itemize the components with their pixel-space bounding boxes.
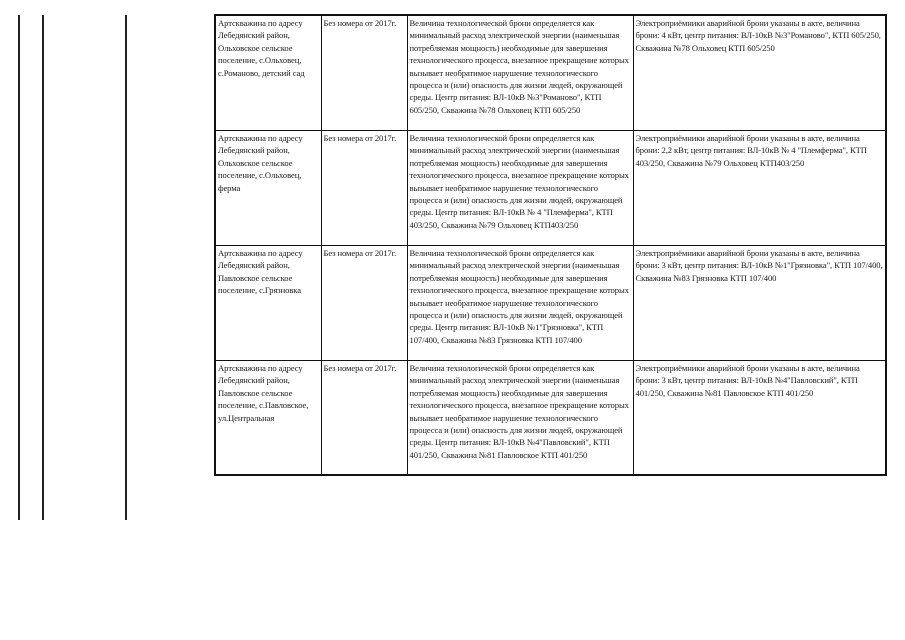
object-address-cell: Артскважина по адресу Лебедянский район, Павловское сельское поселение, с.Павловское, ул.Центральная: [215, 361, 321, 476]
table-row: [215, 15, 886, 131]
description-cell: Величина технологической брони определяется как минимальный расход электрической энергии (наименьшая потребляемая мощность) необходимые для завершения технологического процесса, внезапное прекращение которых вызывает необратимое нарушение технологического процесса и (или) опасность для жизни людей, окружающей среды. Центр питания: ВЛ-10кВ № 4 "Племферма", КТП 403/250, Скважина №79 Ольховец КТП403/250: [407, 131, 633, 246]
reserve-note-cell: Электроприёмники аварийной брони указаны в акте, величина брони: 3 кВт, центр питания: ВЛ-10кВ №1"Грязновка", КТП 107/400, Скважина №83 Грязновка КТП 107/400: [633, 246, 886, 361]
left-column-border-2: [42, 15, 44, 520]
reserve-table: [214, 14, 887, 476]
reserve-note-cell: Электроприёмники аварийной брони указаны в акте, величина брони: 3 кВт, центр питания: ВЛ-10кВ №4"Павловский", КТП 401/250, Скважина №81 Павловское КТП 401/250: [633, 361, 886, 476]
act-number-cell: Без номера от 2017г.: [321, 246, 407, 361]
description-cell: Величина технологической брони определяется как минимальный расход электрической энергии (наименьшая потребляемая мощность) необходимые для завершения технологического процесса, внезапное прекращение которых вызывает необратимое нарушение технологического процесса и (или) опасность для жизни людей, окружающей среды. Центр питания: ВЛ-10кВ №3"Романово", КТП 605/250, Скважина №78 Ольховец КТП 605/250: [407, 15, 633, 131]
table-row: [215, 246, 886, 361]
reserve-note-cell: Электроприёмники аварийной брони указаны в акте, величина брони: 4 кВт, центр питания: ВЛ-10кВ №3"Романово", КТП 605/250, Скважина №78 Ольховец КТП 605/250: [633, 15, 886, 131]
description-cell: Величина технологической брони определяется как минимальный расход электрической энергии (наименьшая потребляемая мощность) необходимые для завершения технологического процесса, внезапное прекращение которых вызывает необратимое нарушение технологического процесса и (или) опасность для жизни людей, окружающей среды. Центр питания: ВЛ-10кВ №1"Грязновка", КТП 107/400, Скважина №83 Грязновка КТП 107/400: [407, 246, 633, 361]
object-address-cell: Артскважина по адресу Лебедянский район, Ольховское сельское поселение, с.Ольховец, с.Романово, детский сад: [215, 15, 321, 131]
object-address-cell: Артскважина по адресу Лебедянский район, Павловское сельское поселение, с.Грязновка: [215, 246, 321, 361]
act-number-cell: Без номера от 2017г.: [321, 15, 407, 131]
table-row: [215, 131, 886, 246]
left-column-border-1: [18, 15, 20, 520]
reserve-note-cell: Электроприёмники аварийной брони указаны в акте, величина брони: 2,2 кВт, центр питания: ВЛ-10кВ № 4 "Племферма", КТП 403/250, Скважина №79 Ольховец КТП403/250: [633, 131, 886, 246]
left-column-border-3: [125, 15, 127, 520]
act-number-cell: Без номера от 2017г.: [321, 131, 407, 246]
act-number-cell: Без номера от 2017г.: [321, 361, 407, 476]
description-cell: Величина технологической брони определяется как минимальный расход электрической энергии (наименьшая потребляемая мощность) необходимые для завершения технологического процесса, внезапное прекращение которых вызывает необратимое нарушение технологического процесса и (или) опасность для жизни людей, окружающей среды. Центр питания: ВЛ-10кВ №4"Павловский", КТП 401/250, Скважина №81 Павловское КТП 401/250: [407, 361, 633, 476]
object-address-cell: Артскважина по адресу Лебедянский район, Ольховское сельское поселение, с.Ольховец, ферма: [215, 131, 321, 246]
table-row: [215, 361, 886, 476]
